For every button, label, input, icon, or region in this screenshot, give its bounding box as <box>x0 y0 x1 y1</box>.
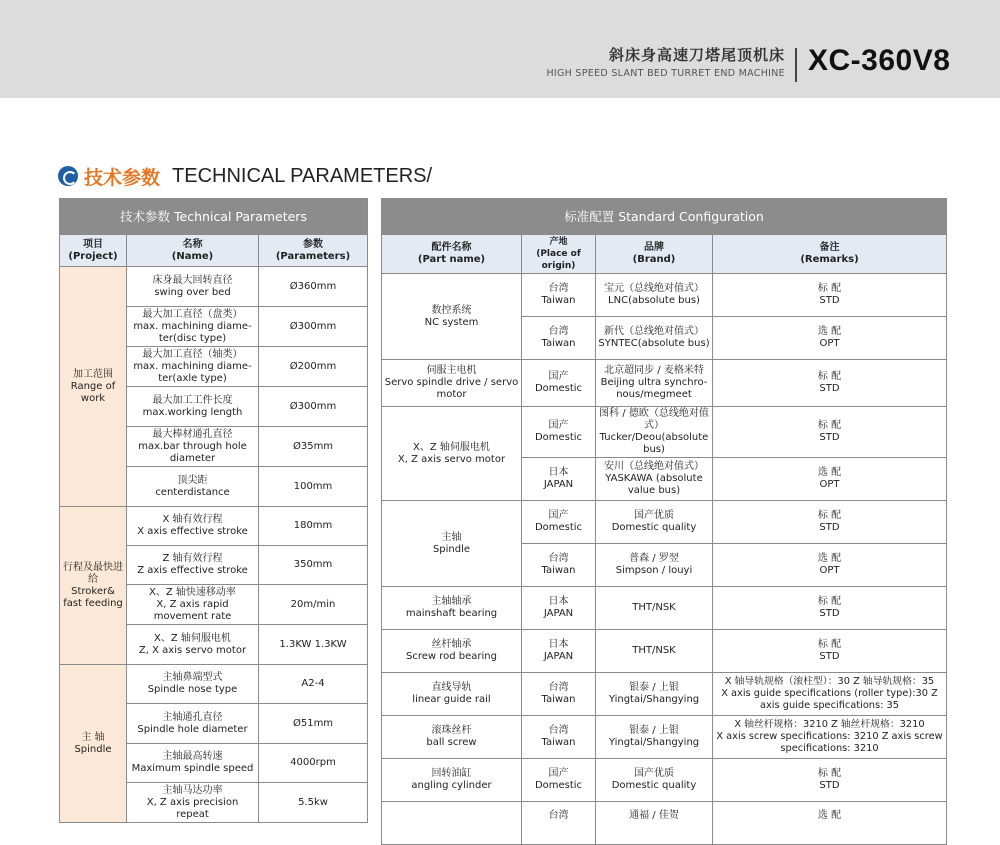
brand: 图科 / 德欧（总线绝对值式） Tucker/Deou(absolute bus) <box>596 407 713 458</box>
param-name: 主轴通孔直径 Spindle hole diameter <box>127 704 259 744</box>
param-value: 5.5kw <box>259 783 368 823</box>
remark: X 轴导轨规格（滚柱型）：30 Z 轴导轨规格：35 X axis guide specifications (roller type):30 Z axis guide specifications: 35 <box>713 673 947 716</box>
param-name: 床身最大回转直径 swing over bed <box>127 267 259 307</box>
section-title-cn: 技术参数 <box>84 166 161 189</box>
col-header-part-name: 配件名称 (Part name) <box>382 235 522 274</box>
technical-parameters-table <box>59 198 368 823</box>
group-stroke-feeding: 行程及最快进给 Stroker& fast feeding <box>60 507 127 665</box>
machine-title-en: HIGH SPEED SLANT BED TURRET END MACHINE <box>546 68 785 79</box>
param-value: 1.3KW 1.3KW <box>259 625 368 665</box>
origin: 日本 JAPAN <box>522 630 596 673</box>
origin: 台湾 Taiwan <box>522 544 596 587</box>
part-ball-screw: 滚珠丝杆 ball screw <box>382 716 522 759</box>
param-value: 180mm <box>259 507 368 546</box>
part-linear-guide-rail: 直线导轨 linear guide rail <box>382 673 522 716</box>
col-header-remarks: 备注 (Remarks) <box>713 235 947 274</box>
part-angling-cylinder: 回转油缸 angling cylinder <box>382 759 522 802</box>
origin: 国产 Domestic <box>522 759 596 802</box>
tech-table-caption: 技术参数 Technical Parameters <box>60 199 368 235</box>
param-name: 最大加工直径（轴类） max. machining diame-ter(axle type) <box>127 347 259 387</box>
part-servo-spindle: 伺服主电机 Servo spindle drive / servo motor <box>382 360 522 407</box>
param-name: 顶尖距 centerdistance <box>127 467 259 507</box>
param-value: Ø300mm <box>259 307 368 347</box>
part-cut-off <box>382 802 522 845</box>
col-header-brand: 品牌 (Brand) <box>596 235 713 274</box>
remark: 标 配 STD <box>713 630 947 673</box>
part-screw-rod-bearing: 丝杆轴承 Screw rod bearing <box>382 630 522 673</box>
remark: X 轴丝杆规格：3210 Z 轴丝杆规格：3210 X axis screw specifications: 3210 Z axis screw specifications: 3210 <box>713 716 947 759</box>
brand: 通福 / 佳贺 <box>596 802 713 845</box>
remark: 标 配 STD <box>713 759 947 802</box>
param-value: 20m/min <box>259 585 368 625</box>
brand: 新代（总线绝对值式） SYNTEC(absolute bus) <box>596 317 713 360</box>
brand: 北京超同步 / 麦格米特 Beijing ultra synchro-nous/megmeet <box>596 360 713 407</box>
header-divider <box>795 48 797 82</box>
param-name: 最大加工工件长度 max.working length <box>127 387 259 427</box>
remark: 标 配 STD <box>713 360 947 407</box>
origin: 国产 Domestic <box>522 501 596 544</box>
origin: 国产 Domestic <box>522 407 596 458</box>
machine-title-cn: 斜床身高速刀塔尾顶机床 <box>608 46 785 64</box>
param-name: Z 轴有效行程 Z axis effective stroke <box>127 546 259 585</box>
param-name: X、Z 轴伺服电机 Z, X axis servo motor <box>127 625 259 665</box>
page-header <box>0 0 1000 98</box>
origin: 日本 JAPAN <box>522 458 596 501</box>
remark: 标 配 STD <box>713 501 947 544</box>
origin: 台湾 Taiwan <box>522 274 596 317</box>
standard-configuration-table <box>381 198 947 845</box>
part-xz-servo-motor: X、Z 轴伺服电机 X, Z axis servo motor <box>382 407 522 501</box>
origin: 台湾 Taiwan <box>522 317 596 360</box>
param-name: 主轴最高转速 Maximum spindle speed <box>127 744 259 783</box>
section-heading <box>58 162 432 190</box>
param-value: 4000rpm <box>259 744 368 783</box>
group-spindle: 主 轴 Spindle <box>60 665 127 823</box>
model-number: XC-360V8 <box>808 44 951 77</box>
group-range-of-work: 加工范围 Range of work <box>60 267 127 507</box>
remark: 选 配 OPT <box>713 458 947 501</box>
brand: 安川（总线绝对值式） YASKAWA (absolute value bus) <box>596 458 713 501</box>
part-spindle: 主轴 Spindle <box>382 501 522 587</box>
config-table-caption: 标准配置 Standard Configuration <box>382 199 947 235</box>
origin: 日本 JAPAN <box>522 587 596 630</box>
param-value: Ø360mm <box>259 267 368 307</box>
col-header-parameters: 参数 (Parameters) <box>259 235 368 267</box>
section-title-en: TECHNICAL PARAMETERS/ <box>172 164 433 187</box>
param-name: 最大棒材通孔直径 max.bar through hole diameter <box>127 427 259 467</box>
remark: 选 配 OPT <box>713 544 947 587</box>
brand: 国产优质 Domestic quality <box>596 759 713 802</box>
param-name: X、Z 轴快速移动率 X, Z axis rapid movement rate <box>127 585 259 625</box>
brand: 宝元（总线绝对值式） LNC(absolute bus) <box>596 274 713 317</box>
origin: 台湾 <box>522 802 596 845</box>
param-value: A2-4 <box>259 665 368 704</box>
param-value: Ø35mm <box>259 427 368 467</box>
part-mainshaft-bearing: 主轴轴承 mainshaft bearing <box>382 587 522 630</box>
param-name: 主轴马达功率 X, Z axis precision repeat <box>127 783 259 823</box>
param-value: Ø200mm <box>259 347 368 387</box>
brand: 普森 / 罗翌 Simpson / louyi <box>596 544 713 587</box>
origin: 台湾 Taiwan <box>522 716 596 759</box>
param-value: Ø300mm <box>259 387 368 427</box>
param-name: 最大加工直径（盘类） max. machining diame-ter(disc type) <box>127 307 259 347</box>
brand: 银泰 / 上银 Yingtai/Shangying <box>596 716 713 759</box>
brand: 银泰 / 上银 Yingtai/Shangying <box>596 673 713 716</box>
param-name: X 轴有效行程 X axis effective stroke <box>127 507 259 546</box>
remark: 选 配 <box>713 802 947 845</box>
part-nc-system: 数控系统 NC system <box>382 274 522 360</box>
brand: THT/NSK <box>596 630 713 673</box>
remark: 标 配 STD <box>713 587 947 630</box>
col-header-origin: 产地 (Place of origin) <box>522 235 596 274</box>
param-value: 100mm <box>259 467 368 507</box>
col-header-name: 名称 (Name) <box>127 235 259 267</box>
brand: 国产优质 Domestic quality <box>596 501 713 544</box>
remark: 标 配 STD <box>713 407 947 458</box>
param-value: 350mm <box>259 546 368 585</box>
brand: THT/NSK <box>596 587 713 630</box>
col-header-project: 项目 (Project) <box>60 235 127 267</box>
param-name: 主轴鼻端型式 Spindle nose type <box>127 665 259 704</box>
remark: 选 配 OPT <box>713 317 947 360</box>
param-value: Ø51mm <box>259 704 368 744</box>
origin: 国产 Domestic <box>522 360 596 407</box>
company-logo-icon <box>58 166 78 186</box>
origin: 台湾 Taiwan <box>522 673 596 716</box>
remark: 标 配 STD <box>713 274 947 317</box>
